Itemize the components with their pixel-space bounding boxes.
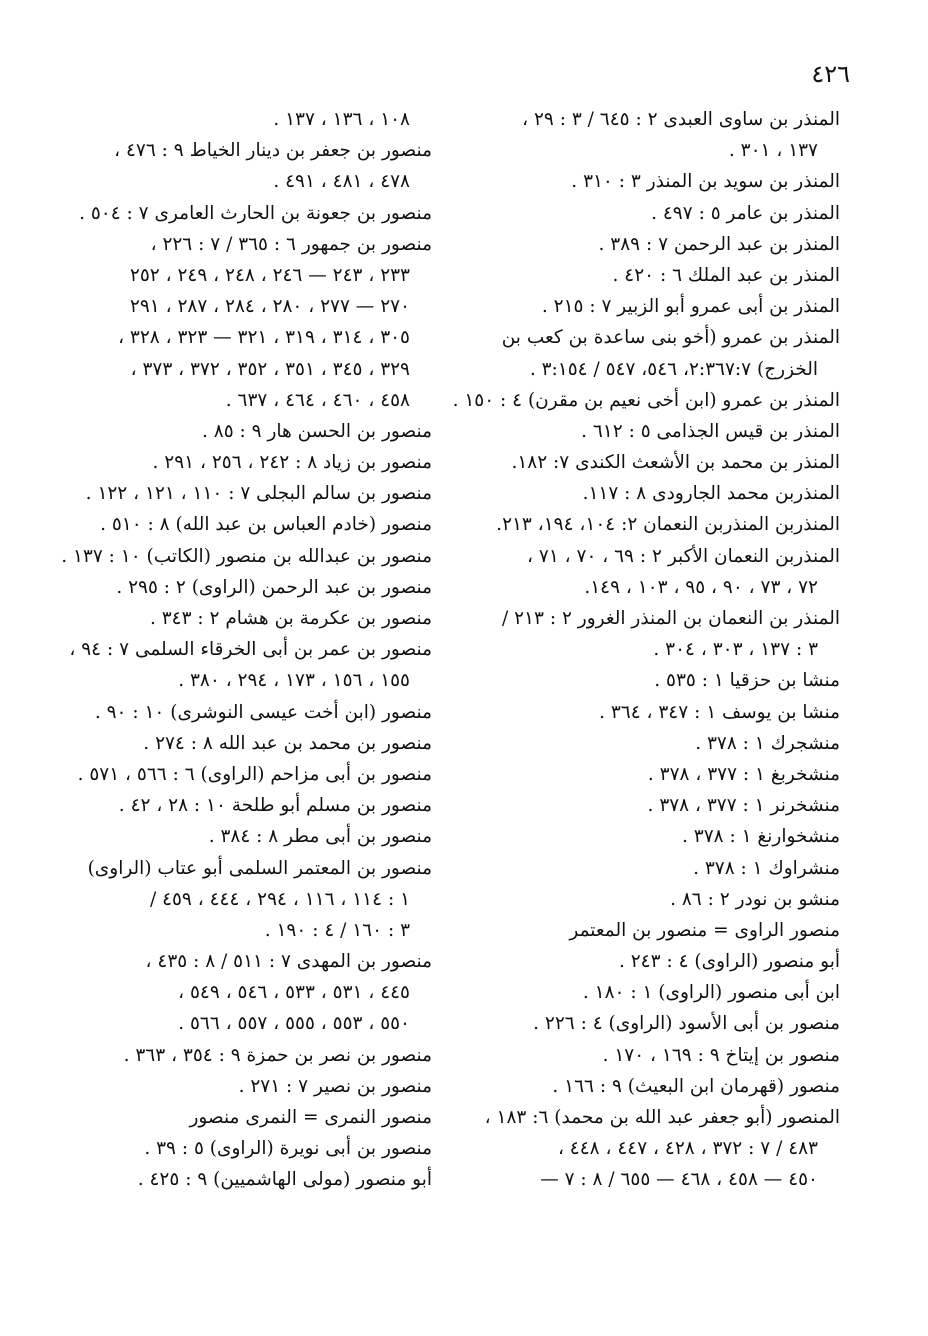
index-entry-line: منصور بن الحسن هار ٩ : ٨٥ . — [202, 420, 432, 442]
index-entry-line: منشجرك ١ : ٣٧٨ . — [695, 732, 840, 754]
index-entry-line: ٣ : ١٣٧ ، ٣٠٣ ، ٣٠٤ . — [653, 639, 818, 661]
index-entry-line: المنذر بن قيس الجذامى ٥ : ٦١٢ . — [581, 420, 840, 442]
index-entry-line: منصور بن نصر بن حمزة ٩ : ٣٥٤ ، ٣٦٣ . — [123, 1044, 432, 1066]
index-entry-line: ٤٧٨ ، ٤٨١ ، ٤٩١ . — [273, 171, 410, 193]
index-entry-line: منصور بن محمد بن عبد الله ٨ : ٢٧٤ . — [143, 732, 432, 754]
index-entry-line: منشا بن حزقيا ١ : ٥٣٥ . — [654, 670, 840, 692]
index-entry-line: المنذربن النعمان الأكبر ٢ : ٦٩ ، ٧٠ ، ٧١ ، — [527, 545, 840, 567]
index-entry-line: ٣٠٥ ، ٣١٤ ، ٣١٩ ، ٣٢١ — ٣٢٣ ، ٣٢٨ ، — [118, 327, 410, 349]
index-entry-line: ٤٥٨ ، ٤٦٠ ، ٤٦٤ ، ٦٣٧ . — [225, 389, 410, 411]
index-entry-line: ٥٥٠ ، ٥٥٣ ، ٥٥٥ ، ٥٥٧ ، ٥٦٦ . — [178, 1013, 410, 1035]
index-entry-line: المنصور (أبو جعفر عبد الله بن محمد) ٦: ١٨٣ ، — [484, 1107, 840, 1128]
index-entry-line: منشا بن يوسف ١ : ٣٤٧ ، ٣٦٤ . — [599, 701, 840, 723]
index-entry-line: منصور (خادم العباس بن عبد الله) ٨ : ٥١٠ . — [100, 514, 432, 536]
index-entry-line: منصور بن سالم البجلى ٧ : ١١٠ ، ١٢١ ، ١٢٢ . — [85, 483, 432, 505]
index-entry-line: ابن أبى منصور (الراوى) ١ : ١٨٠ . — [582, 982, 840, 1004]
index-entry-line: المنذر بن سويد بن المنذر ٣ : ٣١٠ . — [571, 171, 840, 193]
index-entry-line: المنذر بن عمرو (أخو بنى ساعدة بن كعب بن — [501, 327, 840, 349]
index-entry-line: منصور بن أبى مطر ٨ : ٣٨٤ . — [208, 826, 432, 848]
index-entry-line: المنذر بن عبد الملك ٦ : ٤٢٠ . — [612, 264, 840, 286]
index-entry-line: منصور بن جمهور ٦ : ٣٦٥ / ٧ : ٢٢٦ ، — [150, 233, 432, 255]
index-entry-line: ٤٨٣ / ٧ : ٣٧٢ ، ٤٢٨ ، ٤٤٧ ، ٤٤٨ ، — [557, 1138, 818, 1160]
index-entry-line: منصور (ابن أخت عيسى النوشرى) ١٠ : ٩٠ . — [94, 701, 432, 723]
index-entry-line: ١٥٥ ، ١٥٦ ، ١٧٣ ، ٢٩٤ ، ٣٨٠ . — [178, 670, 410, 692]
index-entry-line: منشو بن نودر ٢ : ٨٦ . — [670, 888, 840, 910]
index-entry-line: ٢٧٠ — ٢٧٧ ، ٢٨٠ ، ٢٨٤ ، ٢٨٧ ، ٢٩١ — [129, 296, 410, 318]
index-entry-line: منصور بن عبد الرحمن (الراوى) ٢ : ٢٩٥ . — [116, 576, 432, 598]
index-entry-line: ٧٢ ، ٧٣ ، ٩٠ ، ٩٥ ، ١٠٣ ، ١٤٩. — [584, 576, 818, 598]
index-entry-line: منصور بن المعتمر السلمى أبو عتاب (الراوى) — [87, 857, 432, 879]
index-entry-line: منشراوك ١ : ٣٧٨ . — [693, 857, 840, 879]
index-entry-line: أبو منصور (الراوى) ٤ : ٢٤٣ . — [618, 951, 840, 973]
index-entry-line: ٤٥٠ — ٤٥٨ ، ٤٦٨ — ٦٥٥ / ٨ : ٧ — — [540, 1169, 818, 1191]
index-entry-line: المنذر بن عامر ٥ : ٤٩٧ . — [651, 202, 840, 224]
index-entry-line: المنذر بن عمرو (ابن أخى نعيم بن مقرن) ٤ : ١٥٠ . — [452, 389, 840, 411]
index-entry-line: منشخوارنغ ١ : ٣٧٨ . — [682, 826, 840, 848]
index-entry-line: منصور بن عبدالله بن منصور (الكاتب) ١٠ : ١٣٧ . — [61, 545, 432, 567]
index-entry-line: منصور النمرى = النمرى منصور — [189, 1107, 432, 1128]
index-entry-line: ٤٤٥ ، ٥٣١ ، ٥٣٣ ، ٥٤٦ ، ٥٤٩ ، — [178, 982, 410, 1004]
index-entry-line: منشخرنر ١ : ٣٧٧ ، ٣٧٨ . — [647, 795, 840, 817]
index-entry-line: منصور الراوى = منصور بن المعتمر — [569, 919, 840, 941]
index-entry-line: منصور بن إيتاخ ٩ : ١٦٩ ، ١٧٠ . — [602, 1044, 840, 1066]
index-entry-line: المنذر بن أبى عمرو أبو الزبير ٧ : ٢١٥ . — [541, 296, 840, 318]
index-entry-line: المنذر بن محمد بن الأشعث الكندى ٧: ١٨٢. — [511, 452, 840, 474]
index-entry-line: منصور بن عمر بن أبى الخرقاء السلمى ٧ : ٩٤ ، — [69, 639, 432, 661]
index-entry-line: منشخربغ ١ : ٣٧٧ ، ٣٧٨ . — [647, 763, 840, 785]
index-entry-line: منصور بن المهدى ٧ : ٥١١ / ٨ : ٤٣٥ ، — [145, 951, 432, 973]
index-column-right — [452, 104, 840, 1196]
index-entry-line: ٣٢٩ ، ٣٤٥ ، ٣٥١ ، ٣٥٢ ، ٣٧٢ ، ٣٧٣ ، — [130, 358, 410, 380]
index-entry-line: المنذربن المنذربن النعمان ٢: ١٠٤، ١٩٤، ٢١٣. — [496, 514, 840, 536]
index-entry-line: المنذربن محمد الجارودى ٨ : ١١٧. — [582, 483, 840, 505]
index-entry-line: المنذر بن عبد الرحمن ٧ : ٣٨٩ . — [598, 233, 840, 255]
index-entry-line: منصور بن جعفر بن دينار الخياط ٩ : ٤٧٦ ، — [114, 140, 432, 162]
index-entry-line: أبو منصور (مولى الهاشميين) ٩ : ٤٢٥ . — [137, 1169, 432, 1191]
index-entry-line: منصور (قهرمان ابن البعيث) ٩ : ١٦٦ . — [552, 1075, 840, 1097]
index-entry-line: المنذر بن ساوى العبدى ٢ : ٦٤٥ / ٣ : ٢٩ ، — [522, 109, 840, 130]
index-entry-line: ٣ : ١٦٠ / ٤ : ١٩٠ . — [264, 919, 410, 941]
index-entry-line: منصور بن مسلم أبو طلحة ١٠ : ٢٨ ، ٤٢ . — [118, 795, 432, 817]
index-entry-line: المنذر بن النعمان بن المنذر الغرور ٢ : ٢١٣ / — [502, 608, 840, 629]
index-entry-line: منصور بن أبى الأسود (الراوى) ٤ : ٢٢٦ . — [533, 1013, 840, 1035]
index-entry-line: ١ : ١١٤ ، ١١٦ ، ٢٩٤ ، ٤٤٤ ، ٤٥٩ / — [149, 888, 410, 910]
index-entry-line: منصور بن عكرمة بن هشام ٢ : ٣٤٣ . — [149, 608, 432, 629]
index-entry-line: منصور بن جعونة بن الحارث العامرى ٧ : ٥٠٤ . — [79, 202, 432, 224]
index-entry-line: منصور بن أبى نويرة (الراوى) ٥ : ٣٩ . — [144, 1138, 432, 1160]
index-entry-line: الخزرج) ٢:٣٦٧:٧، ٥٤٦، ٥٤٧ / ٣:١٥٤ . — [529, 358, 818, 380]
index-entry-line: ٢٣٣ ، ٢٤٣ — ٢٤٦ ، ٢٤٨ ، ٢٤٩ ، ٢٥٢ — [129, 264, 410, 286]
page-number: ٤٢٦ — [811, 60, 850, 88]
index-entry-line: منصور بن أبى مزاحم (الراوى) ٦ : ٥٦٦ ، ٥٧١ . — [77, 763, 432, 785]
index-entry-line: منصور بن زياد ٨ : ٢٤٢ ، ٢٥٦ ، ٢٩١ . — [152, 452, 432, 474]
index-entry-line: منصور بن نصير ٧ : ٢٧١ . — [238, 1075, 432, 1097]
index-entry-line: ١٠٨ ، ١٣٦ ، ١٣٧ . — [273, 109, 410, 130]
index-column-left — [48, 104, 432, 1196]
index-entry-line: ١٣٧ ، ٣٠١ . — [728, 140, 818, 162]
